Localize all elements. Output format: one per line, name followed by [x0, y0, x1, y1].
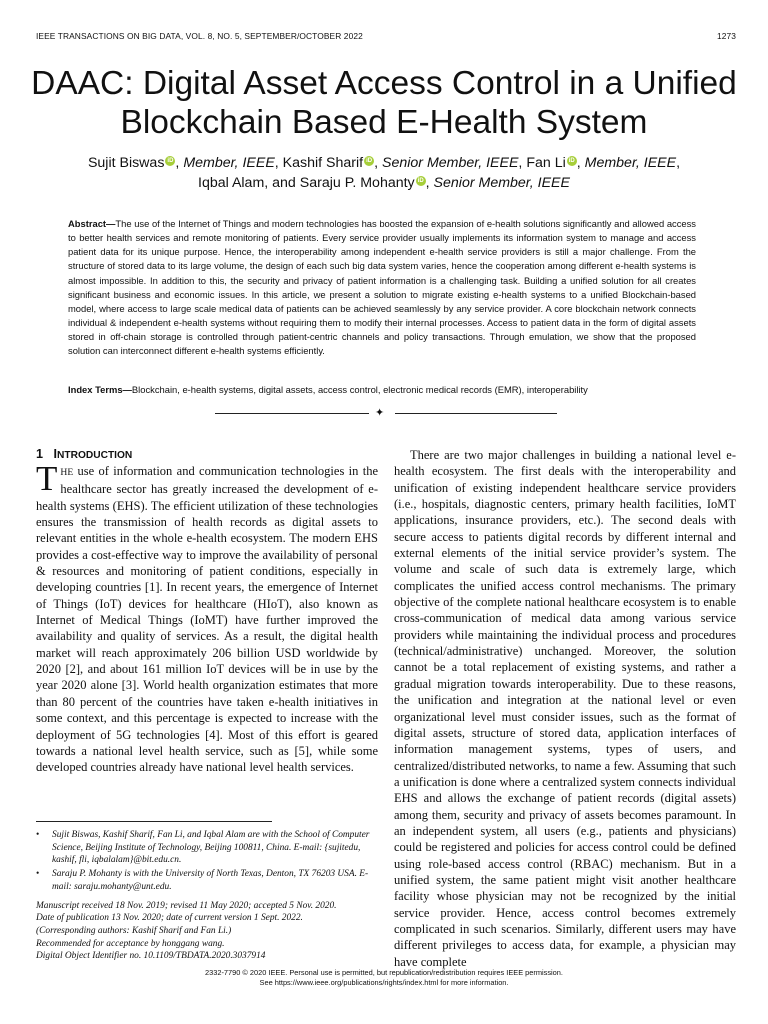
rights-link[interactable]: See https://www.ieee.org/publications/rights/index.html for more information.	[259, 978, 509, 987]
index-terms-text: Blockchain, e-health systems, digital assets, access control, electronic medical records (EMR), interoperability	[131, 384, 588, 395]
affiliation-footnote: • Saraju P. Mohanty is with the University of North Texas, Denton, TX 76203 USA. E-mail: saraju.mohanty@unt.edu.	[52, 868, 382, 893]
body-paragraph: There are two major challenges in building a national level e-health ecosystem. The first deals with the interoperability and unification of existing independent healthcare service providers (i.e., hospitals, diagnostic centers, primary health facilities, IoMT applications, insurance providers, etc.). The second deals with secure access to patients digital records by different internal and external elements of the initial service provider’s system. The volume and scale of such data is extremely large, which complicates the unified access control mechanisms. The primary objective of the complete national healthcare ecosystem is to enable cross-communication of medical data among various service providers while maintaining the individual process and procedures (technical/administrative) unchanged. Moreover, the solution cannot be a total replacement of existing systems, and rather a gradual migration towards interoperability. Due to these reasons, the unification and integration at the national level or even organizational level must consider issues, such as the format of digital assets, structure of stored data, application interfaces of information management systems, types of users, and centralized/distributed networks, to name a few. Assuming that such a unification is done where a centralized system connects individual EHS and allows the exchange of patient records (digital assets) among them, security and privacy of assets becomes paramount. In an independent system, all users (e.g., patients and physicians) could be registered and policies for access control could be defined using role-based access control (RBAC) mechanism. But in a unified system, the same patient might visit another healthcare facility whose physician may not be recognized by the initial service provider. Hence, access control becomes extremely complicated in such scenarios. Similarly, different users may have different privileges to access data, for example, a physician may have complete	[394, 448, 736, 969]
author-line-1: Sujit Biswas iD , Member, IEEE, Kashif Sharif iD , Senior Member, IEEE, Fan Li iD , Member, IEEE,	[87, 155, 681, 171]
orcid-icon[interactable]: iD	[417, 178, 424, 184]
manuscript-info	[36, 900, 382, 964]
author-role: Senior Member, IEEE	[382, 155, 519, 171]
drop-cap: T	[36, 459, 58, 498]
author-name: Sujit Biswas	[87, 155, 165, 171]
doi-line[interactable]: Digital Object Identifier no. 10.1109/TBDATA.2020.3037914	[36, 951, 266, 962]
right-column-body	[394, 447, 736, 970]
journal-header: IEEE TRANSACTIONS ON BIG DATA, VOL. 8, NO. 5, SEPTEMBER/OCTOBER 2022	[36, 31, 363, 41]
author-role: Senior Member, IEEE	[433, 175, 570, 191]
author-role: Member, IEEE	[183, 155, 275, 171]
abstract-label: Abstract—	[68, 218, 116, 229]
author-line-2: Iqbal Alam, and Saraju P. Mohanty iD , Senior Member, IEEE	[198, 175, 570, 191]
copyright-footer	[0, 968, 768, 988]
section-title-rest: NTRODUCTION	[57, 450, 133, 461]
paper-title	[20, 64, 748, 142]
diamond-separator-icon: ✦	[375, 407, 385, 419]
left-column-body	[36, 459, 378, 776]
author-role: Member, IEEE	[584, 155, 677, 171]
intro-paragraph: use of information and communication technologies in the healthcare sector has greatly increased the development of e-health systems (EHS). The efficient utilization of these technologies ensures the transmission of health records as digital assets to relevant entities in the whole e-health ecosystem. The modern EHS provides a cost-effective way to improve the availability of personal & resources and monitoring of patient conditions, especially in developing countries [1]. In recent years, the emergence of Internet of Things (IoT) devices for healthcare (HIoT), also known as Internet of Medical Things (IoMT) have further improved the availability and quality of services. As a result, the digital health market will reach approximately 206 billion USD worldwide by 2020 [2], and about 161 million IoT devices will be in use by the year 2020 alone [3]. World health organization estimates that more than 80 percent of the countries have taken e-health initiatives in some context, and this percentage is expected to increase with the deployment of 5G technologies [4]. Most of this effort is geared towards a national level health service, such as [5], while some developed countries already have national level health services.	[36, 464, 378, 775]
author-name: Fan Li	[526, 155, 566, 171]
small-caps-word: HE	[60, 467, 74, 478]
orcid-icon[interactable]: iD	[167, 158, 174, 164]
abstract-text: The use of the Internet of Things and modern technologies has boosted the expansion of e-health solutions significantly and allowed access to better health services and remote monitoring of patients. Every service provider usually implements its information system to manage and access patient data for its unique purpose. Hence, the interoperability among independent e-health service providers is still a major challenge. From the structure of stored data to its large volume, the design of each such big data system varies, hence the cooperation among different e-health systems is almost impossible. In addition to this, the security and privacy of patient information is a challenging task. Building a unified solution for all creates significant business and economic issues. In this article, we present a solution to migrate existing e-health systems to a unified Blockchain-based model, where access to large scale medical data of patients can be achieved seamlessly by any service provider. A core blockchain network connects individual & independent e-health systems without requiring them to modify their internal processes. Access to patient data in the form of digital assets stored in off-chain storage is controlled through patient-centric channels and policy transactions. Through emulation, we show that the proposed solution can interconnect different e-health systems efficiently.	[68, 218, 696, 357]
index-terms-label: Index Terms—	[68, 384, 132, 395]
footnote-rule	[36, 821, 272, 822]
title-line-1: DAAC: Digital Asset Access Control in a Unified	[31, 65, 737, 102]
section-title-initial: I	[53, 447, 58, 461]
author-name: Iqbal Alam	[198, 175, 265, 191]
affiliation-footnote: • Sujit Biswas, Kashif Sharif, Fan Li, and Iqbal Alam are with the School of Computer Science, Beijing Institute of Technology, Beijing 100811, China. E-mail: {sujitedu, kashif, fli, iqbalalam}@bit.edu.cn.	[52, 829, 382, 867]
page-number: 1273	[716, 31, 736, 41]
author-name: Saraju P. Mohanty	[299, 175, 415, 191]
footnotes	[36, 829, 382, 963]
orcid-icon[interactable]: iD	[568, 158, 575, 164]
title-line-2: Blockchain Based E-Health System	[120, 104, 648, 141]
manuscript-line: Recommended for acceptance by honggang wang.	[36, 938, 225, 949]
abstract	[68, 217, 696, 359]
manuscript-line: (Corresponding authors: Kashif Sharif and Fan Li.)	[36, 925, 232, 936]
index-terms	[68, 383, 708, 396]
separator-rule-left	[215, 413, 369, 414]
author-name: Kashif Sharif	[282, 155, 364, 171]
orcid-icon[interactable]: iD	[366, 158, 373, 164]
manuscript-line: Date of publication 13 Nov. 2020; date of current version 1 Sept. 2022.	[36, 913, 303, 924]
section-number: 1	[36, 447, 44, 461]
separator-rule-right	[395, 413, 557, 414]
copyright-line: 2332-7790 © 2020 IEEE. Personal use is permitted, but republication/redistribution requires IEEE permission.	[205, 968, 563, 977]
manuscript-line: Manuscript received 18 Nov. 2019; revised 11 May 2020; accepted 5 Nov. 2020.	[36, 900, 337, 911]
